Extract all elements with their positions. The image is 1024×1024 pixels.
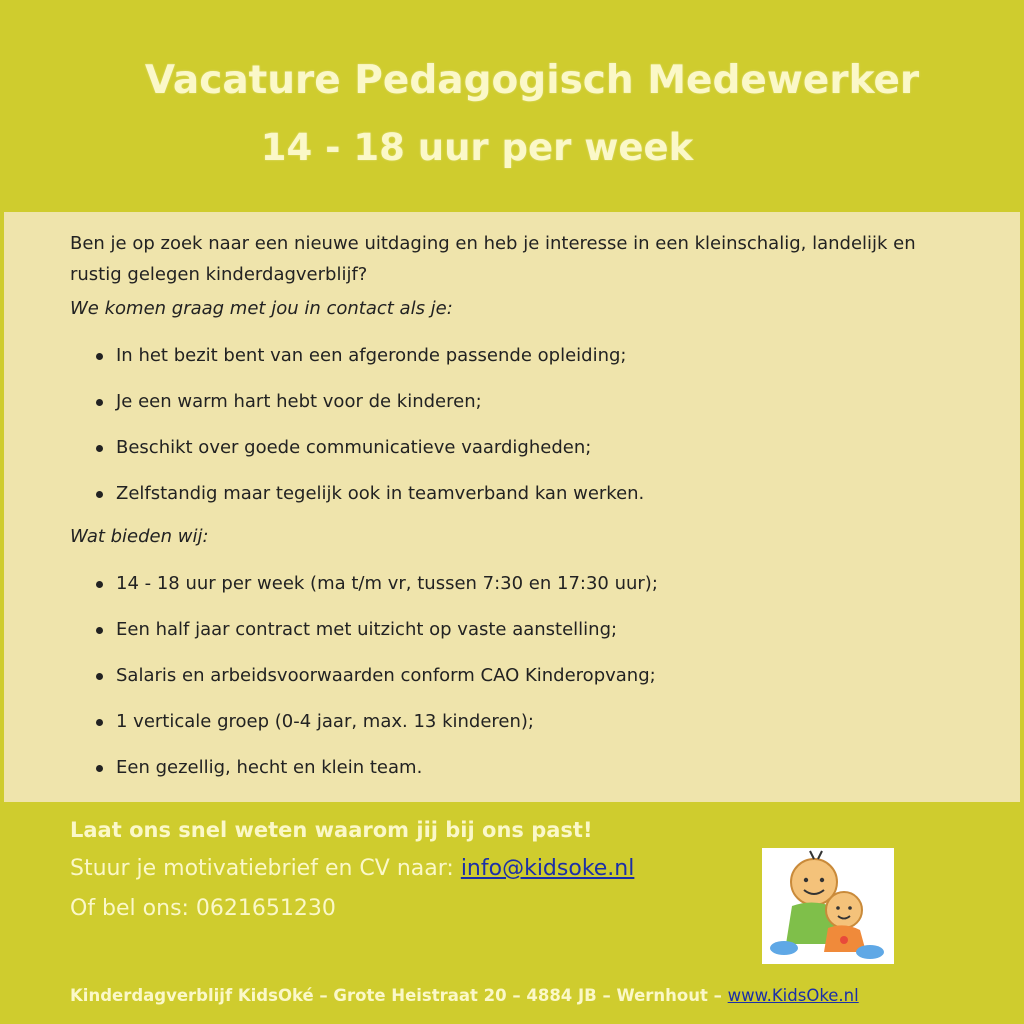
list-item: 14 - 18 uur per week (ma t/m vr, tussen 7:30 en 17:30 uur); [92, 570, 658, 616]
list-item: Een half jaar contract met uitzicht op vaste aanstelling; [92, 616, 658, 662]
list-item: Salaris en arbeidsvoorwaarden conform CAO Kinderopvang; [92, 662, 658, 708]
cta-phone-line: Of bel ons: 0621651230 [70, 896, 336, 921]
website-link[interactable]: www.KidsOke.nl [727, 986, 859, 1005]
list-item: Je een warm hart hebt voor de kinderen; [92, 388, 644, 434]
children-illustration-icon [762, 848, 894, 964]
offer-list [92, 570, 658, 800]
page-title: Vacature Pedagogisch Medewerker [144, 58, 920, 103]
page-subtitle-hours: 14 - 18 uur per week [260, 126, 694, 169]
list-item: In het bezit bent van een afgeronde passende opleiding; [92, 342, 644, 388]
list-item: Beschikt over goede communicatieve vaardigheden; [92, 434, 644, 480]
list-item: Een gezellig, hecht en klein team. [92, 754, 658, 800]
cta-mail-line [70, 856, 634, 881]
cta-headline: Laat ons snel weten waarom jij bij ons past! [70, 818, 593, 842]
list-item: 1 verticale groep (0-4 jaar, max. 13 kinderen); [92, 708, 658, 754]
list-item: Zelfstandig maar tegelijk ook in teamverband kan werken. [92, 480, 644, 526]
footer [70, 986, 859, 1005]
offer-heading: Wat bieden wij: [70, 526, 209, 547]
footer-address: Kinderdagverblijf KidsOké – Grote Heistraat 20 – 4884 JB – Wernhout – [70, 986, 728, 1005]
requirements-list [92, 342, 644, 526]
email-link[interactable]: info@kidsoke.nl [460, 856, 635, 881]
content-panel [4, 212, 1020, 802]
intro-text: Ben je op zoek naar een nieuwe uitdaging en heb je interesse in een kleinschalig, landelijk en rustig gelegen kinderdagverblijf? [70, 233, 916, 285]
requirements-heading: We komen graag met jou in contact als je: [70, 298, 453, 319]
cta-mail-prefix: Stuur je motivatiebrief en CV naar: [70, 856, 461, 881]
